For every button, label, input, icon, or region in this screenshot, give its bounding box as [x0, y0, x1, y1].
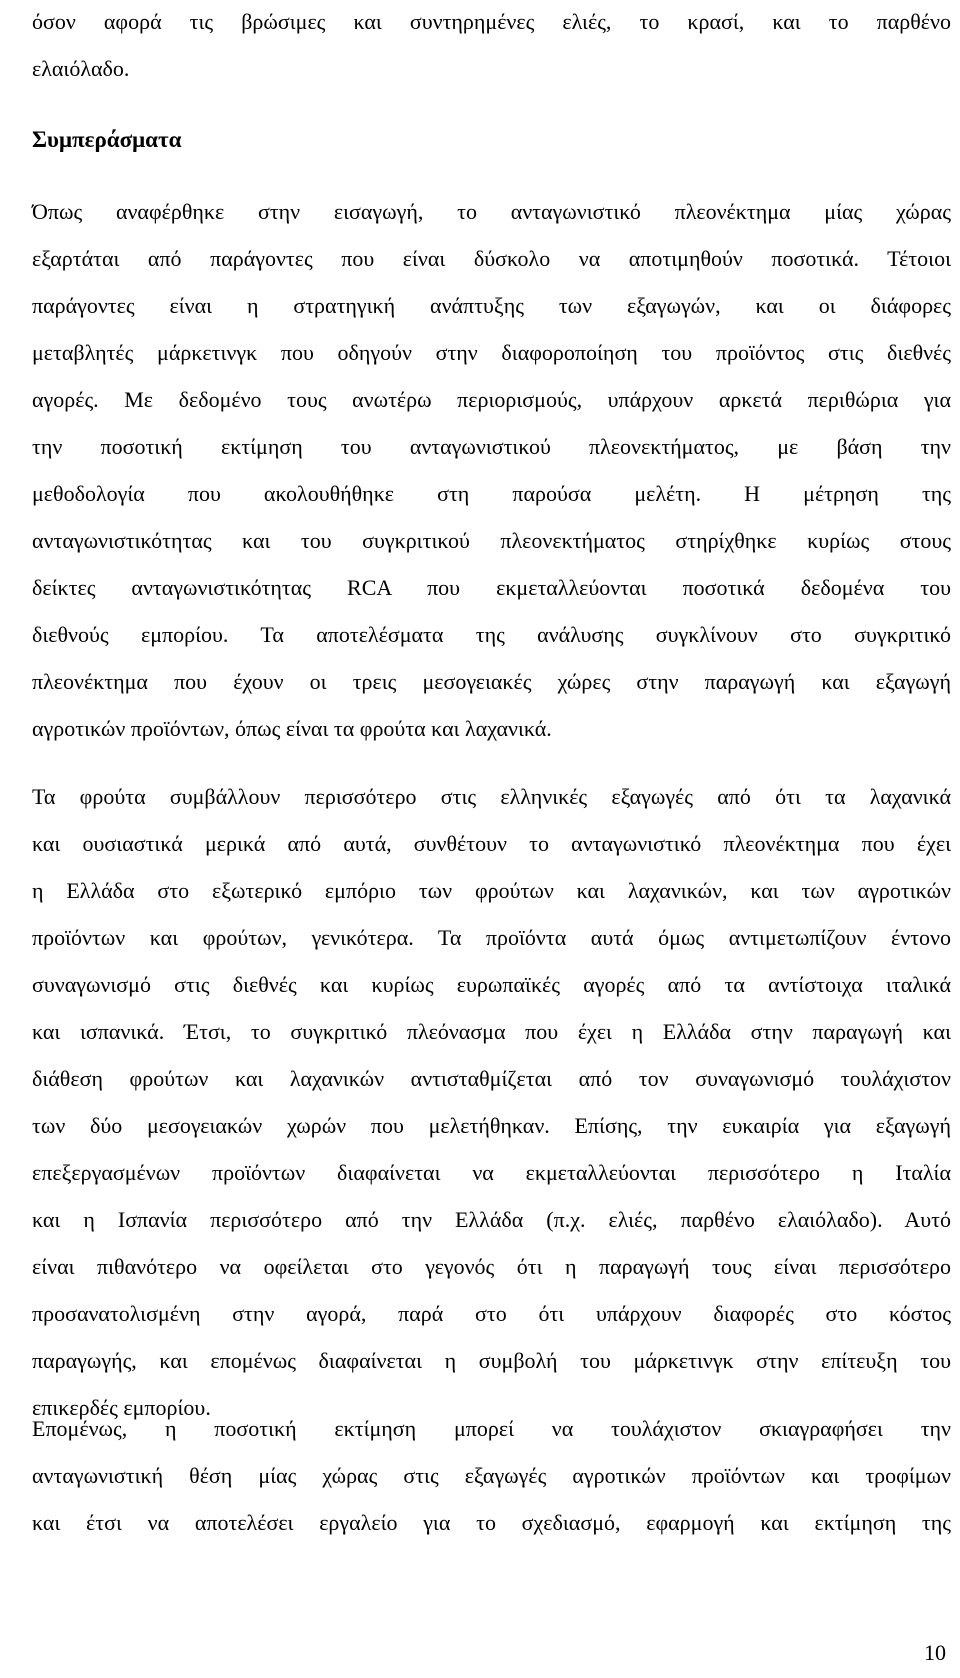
- text-line: μεθοδολογία που ακολουθήθηκε στη παρούσα μελέτη. Η μέτρηση της: [32, 481, 951, 506]
- section-heading: Συμπεράσματα: [32, 127, 182, 152]
- text-line: επεξεργασμένων προϊόντων διαφαίνεται να εκμεταλλεύονται περισσότερο η Ιταλία: [32, 1160, 951, 1185]
- text-line: και ισπανικά. Έτσι, το συγκριτικό πλεόνασμα που έχει η Ελλάδα στην παραγωγή και: [32, 1019, 951, 1044]
- paragraph-continued: [32, 0, 951, 92]
- text-line: και ουσιαστικά μερικά από αυτά, συνθέτουν το ανταγωνιστικό πλεονέκτημα που έχει: [32, 831, 951, 856]
- text-line: πλεονέκτημα που έχουν οι τρεις μεσογειακές χώρες στην παραγωγή και εξαγωγή: [32, 669, 951, 694]
- text-line: την ποσοτική εκτίμηση του ανταγωνιστικού πλεονεκτήματος, με βάση την: [32, 434, 951, 459]
- text-line: ελαιόλαδο.: [32, 56, 130, 81]
- text-line: των δύο μεσογειακών χωρών που μελετήθηκαν. Επίσης, την ευκαιρία για εξαγωγή: [32, 1113, 951, 1138]
- text-line: επικερδές εμπορίου.: [32, 1395, 211, 1420]
- text-line: συναγωνισμό στις διεθνές και κυρίως ευρωπαϊκές αγορές από τα αντίστοιχα ιταλικά: [32, 972, 951, 997]
- text-line: διάθεση φρούτων και λαχανικών αντισταθμίζεται από τον συναγωνισμό τουλάχιστον: [32, 1066, 951, 1091]
- text-line: διεθνούς εμπορίου. Τα αποτελέσματα της ανάλυσης συγκλίνουν στο συγκριτικό: [32, 622, 951, 647]
- text-line: Τα φρούτα συμβάλλουν περισσότερο στις ελληνικές εξαγωγές από ότι τα λαχανικά: [32, 784, 951, 809]
- text-line: ανταγωνιστικότητας και του συγκριτικού πλεονεκτήματος στηρίχθηκε κυρίως στους: [32, 528, 951, 553]
- text-line: Όπως αναφέρθηκε στην εισαγωγή, το ανταγωνιστικό πλεονέκτημα μίας χώρας: [32, 199, 951, 224]
- paragraph-conclusions-3: [32, 1405, 951, 1546]
- text-line: όσον αφορά τις βρώσιμες και συντηρημένες ελιές, το κρασί, και το παρθένο: [32, 9, 951, 34]
- text-line: και έτσι να αποτελέσει εργαλείο για το σχεδιασμό, εφαρμογή και εκτίμηση της: [32, 1510, 951, 1535]
- text-line: προϊόντων και φρούτων, γενικότερα. Τα προϊόντα αυτά όμως αντιμετωπίζουν έντονο: [32, 925, 951, 950]
- text-line: η Ελλάδα στο εξωτερικό εμπόριο των φρούτων και λαχανικών, και των αγροτικών: [32, 878, 951, 903]
- text-line: εξαρτάται από παράγοντες που είναι δύσκολο να αποτιμηθούν ποσοτικά. Τέτοιοι: [32, 246, 951, 271]
- text-line: Επομένως, η ποσοτική εκτίμηση μπορεί να τουλάχιστον σκιαγραφήσει την: [32, 1416, 951, 1441]
- text-line: είναι πιθανότερο να οφείλεται στο γεγονός ότι η παραγωγή τους είναι περισσότερο: [32, 1254, 951, 1279]
- text-line: αγορές. Με δεδομένο τους ανωτέρω περιορισμούς, υπάρχουν αρκετά περιθώρια για: [32, 387, 951, 412]
- text-line: παραγωγής, και επομένως διαφαίνεται η συμβολή του μάρκετινγκ στην επίτευξη του: [32, 1348, 951, 1373]
- text-line: προσανατολισμένη στην αγορά, παρά στο ότι υπάρχουν διαφορές στο κόστος: [32, 1301, 951, 1326]
- text-line: παράγοντες είναι η στρατηγική ανάπτυξης των εξαγωγών, και οι διάφορες: [32, 293, 951, 318]
- text-line: ανταγωνιστική θέση μίας χώρας στις εξαγωγές αγροτικών προϊόντων και τροφίμων: [32, 1463, 951, 1488]
- text-line: αγροτικών προϊόντων, όπως είναι τα φρούτα και λαχανικά.: [32, 716, 552, 741]
- text-line: μεταβλητές μάρκετινγκ που οδηγούν στην διαφοροποίηση του προϊόντος στις διεθνές: [32, 340, 951, 365]
- page-number: 10: [924, 1640, 946, 1665]
- paragraph-conclusions-2: [32, 773, 951, 1431]
- paragraph-conclusions-1: [32, 188, 951, 752]
- text-line: και η Ισπανία περισσότερο από την Ελλάδα (π.χ. ελιές, παρθένο ελαιόλαδο). Αυτό: [32, 1207, 951, 1232]
- text-line: δείκτες ανταγωνιστικότητας RCA που εκμεταλλεύονται ποσοτικά δεδομένα του: [32, 575, 951, 600]
